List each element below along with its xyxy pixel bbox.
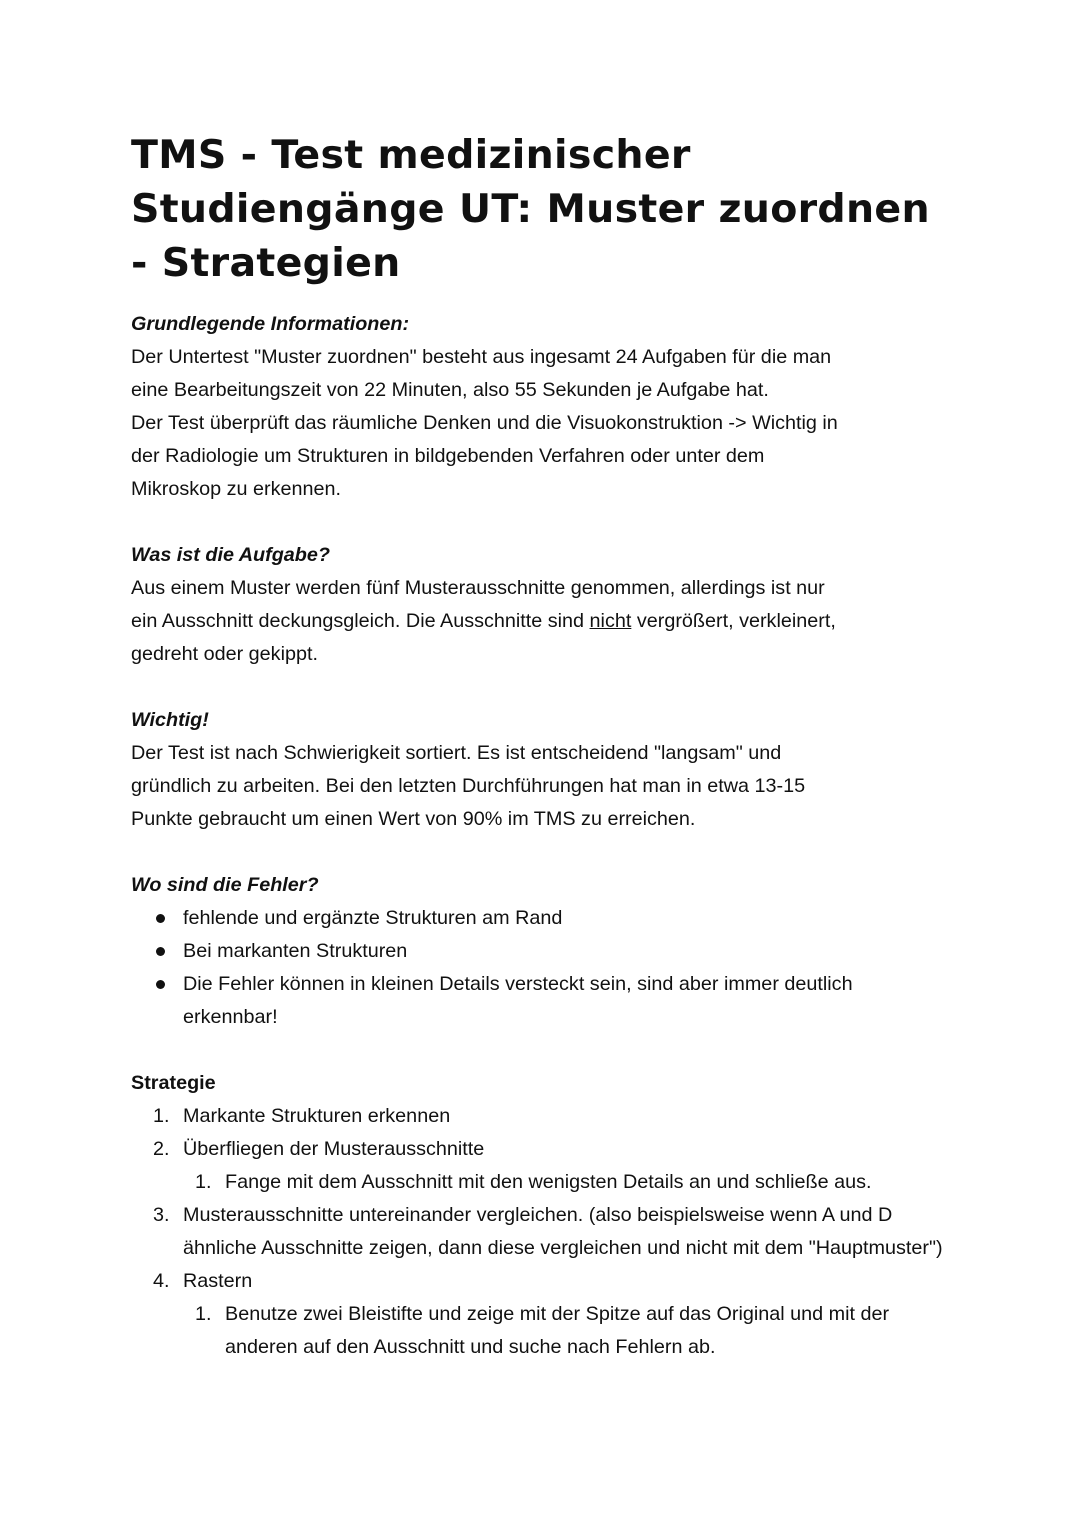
spacer [131, 671, 951, 704]
list-item: fehlende und ergänzte Strukturen am Rand [131, 902, 951, 935]
bullet-icon [156, 947, 165, 956]
important-text-line: Der Test ist nach Schwierigkeit sortiert. Es ist entscheidend "langsam" und [131, 742, 782, 764]
section-heading-info: Grundlegende Informationen: [131, 313, 410, 335]
task-text-line: Aus einem Muster werden fünf Musterausschnitte genommen, allerdings ist nur [131, 577, 825, 599]
important-text-line: Punkte gebraucht um einen Wert von 90% im TMS zu erreichen. [131, 808, 696, 830]
info-text-line: eine Bearbeitungszeit von 22 Minuten, also 55 Sekunden je Aufgabe hat. [131, 379, 769, 401]
errors-list [131, 902, 951, 1034]
spacer [131, 836, 951, 869]
task-text-line [131, 605, 951, 638]
section-heading-task: Was ist die Aufgabe? [131, 544, 330, 566]
list-number: 1. [153, 1105, 170, 1127]
spacer [131, 1034, 951, 1067]
list-item: 2. Überfliegen der Musterausschnitte [131, 1133, 951, 1166]
bullet-icon [156, 980, 165, 989]
document-page [131, 128, 951, 1364]
list-number: 2. [153, 1138, 170, 1160]
info-text-line: der Radiologie um Strukturen in bildgebenden Verfahren oder unter dem [131, 445, 765, 467]
sub-list-item: 1. Fange mit dem Ausschnitt mit den wenigsten Details an und schließe aus. [131, 1166, 951, 1199]
bullet-icon [156, 914, 165, 923]
section-heading-strategy: Strategie [131, 1072, 216, 1094]
list-item: Die Fehler können in kleinen Details versteckt sein, sind aber immer deutlich erkennbar! [131, 968, 951, 1034]
list-number: 4. [153, 1270, 170, 1292]
list-number: 1. [195, 1303, 212, 1325]
list-number: 3. [153, 1204, 170, 1226]
spacer [131, 506, 951, 539]
list-item: Bei markanten Strukturen [131, 935, 951, 968]
list-item: 3. Musterausschnitte untereinander vergleichen. (also beispielsweise wenn A und D ähnliche Ausschnitte zeigen, dann diese vergleichen und nicht mit dem "Hauptmuster") [131, 1199, 951, 1265]
info-text-line: Der Untertest "Muster zuordnen" besteht aus ingesamt 24 Aufgaben für die man [131, 346, 832, 368]
strategy-list [131, 1100, 951, 1364]
info-text-line: Der Test überprüft das räumliche Denken und die Visuokonstruktion -> Wichtig in [131, 412, 838, 434]
section-heading-errors: Wo sind die Fehler? [131, 874, 319, 896]
page-title: TMS - Test medizinischer Studiengänge UT: Muster zuordnen - Strategien [131, 132, 930, 286]
list-item: 1. Markante Strukturen erkennen [131, 1100, 951, 1133]
list-number: 1. [195, 1171, 212, 1193]
task-text-line: gedreht oder gekippt. [131, 643, 318, 665]
sub-list-item: 1. Benutze zwei Bleistifte und zeige mit der Spitze auf das Original und mit der anderen auf den Ausschnitt und suche nach Fehlern ab. [131, 1298, 951, 1364]
underlined-word: nicht [589, 610, 632, 632]
list-item: 4. Rastern [131, 1265, 951, 1298]
important-text-line: gründlich zu arbeiten. Bei den letzten Durchführungen hat man in etwa 13-15 [131, 775, 806, 797]
info-text-line: Mikroskop zu erkennen. [131, 478, 342, 500]
document-body [131, 308, 951, 1364]
task-text-segment: vergrößert, verkleinert, [631, 610, 836, 632]
section-heading-important: Wichtig! [131, 709, 209, 731]
task-text-segment: ein Ausschnitt deckungsgleich. Die Ausschnitte sind [131, 610, 590, 632]
